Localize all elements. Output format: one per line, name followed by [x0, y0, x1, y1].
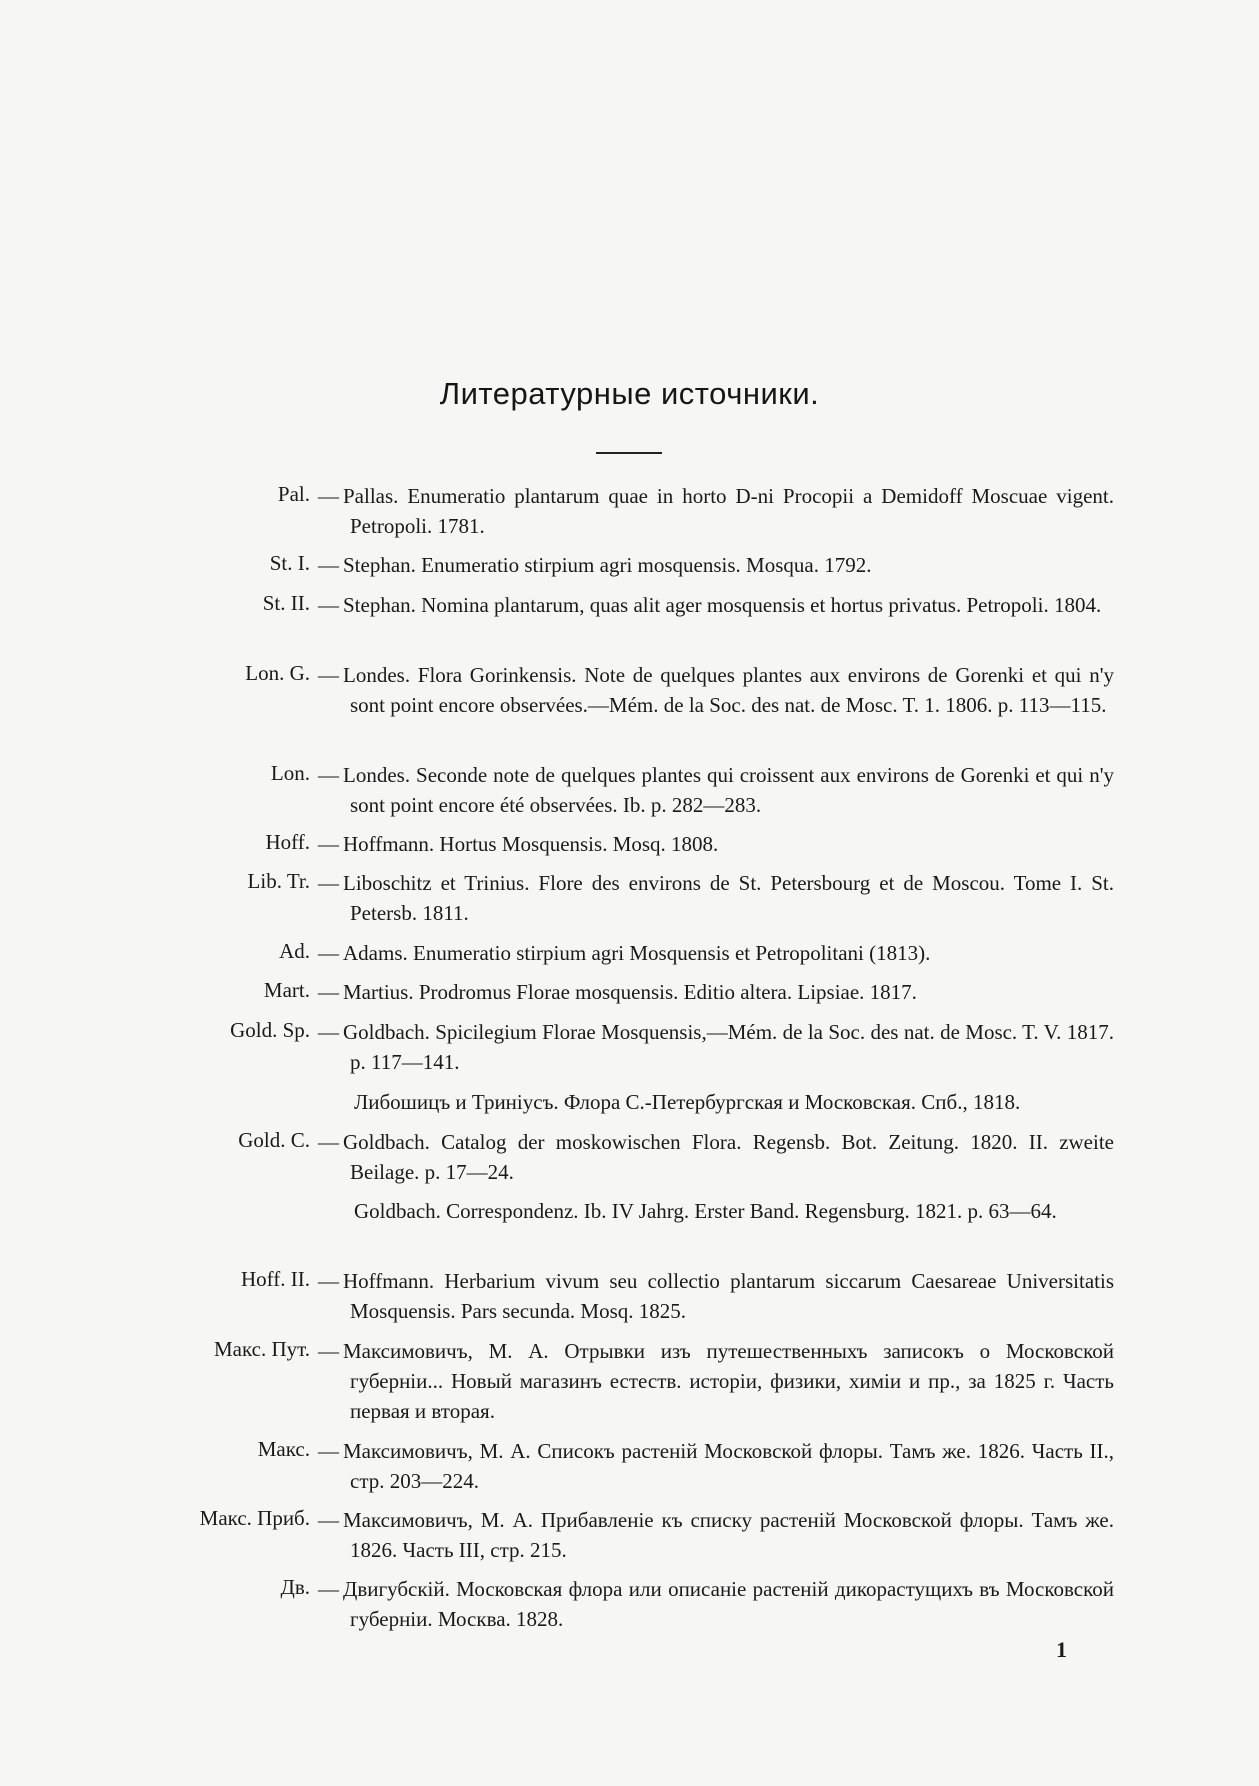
reference-abbreviation: Hoff. II. [240, 1267, 310, 1291]
reference-dash: — [318, 1577, 339, 1601]
reference-dash: — [318, 593, 339, 617]
reference-dash: — [318, 1020, 339, 1044]
reference-abbreviation: Pal. [277, 482, 310, 506]
reference-dash: — [318, 980, 339, 1004]
reference-text: Londes. Flora Gorinkensis. Note de quelques plantes aux environs de Gorenki et qui n'y sont point encore observées.—Mém. de la Soc. des nat. de Mosc. T. 1. 1806. p. 113—115. [343, 663, 1114, 717]
reference-text: Максимовичъ, М. А. Списокъ растеній Московской флоры. Тамъ же. 1826. Часть II., стр. 203—224. [343, 1439, 1114, 1493]
reference-text: Goldbach. Correspondenz. Ib. IV Jahrg. Erster Band. Regensburg. 1821. p. 63—64. [354, 1199, 1057, 1223]
reference-abbreviation: Lon. G. [245, 661, 310, 685]
reference-dash: — [318, 1339, 339, 1363]
reference-abbreviation: Gold. C. [238, 1128, 310, 1152]
reference-abbreviation: Hoff. [265, 830, 310, 854]
reference-text: Goldbach. Catalog der moskowischen Flora. Regensb. Bot. Zeitung. 1820. II. zweite Beilage. p. 17—24. [343, 1130, 1114, 1184]
reference-text: Двигубскій. Московская флора или описаніе растеній дикорастущихъ въ Московской губерніи. Москва. 1828. [343, 1577, 1114, 1631]
reference-abbreviation: Дв. [280, 1575, 310, 1599]
page-number: 1 [1056, 1637, 1067, 1662]
reference-text: Liboschitz et Trinius. Flore des environs de St. Petersbourg et de Moscou. Tome I. St. Petersb. 1811. [343, 871, 1114, 925]
reference-text: Либошицъ и Триніусъ. Флора С.-Петербургская и Московская. Спб., 1818. [354, 1090, 1021, 1114]
reference-dash: — [318, 1130, 339, 1154]
reference-abbreviation: Gold. Sp. [230, 1018, 310, 1042]
reference-dash: — [318, 941, 339, 965]
reference-text: Martius. Prodromus Florae mosquensis. Editio altera. Lipsiae. 1817. [343, 980, 917, 1004]
reference-dash: — [318, 484, 339, 508]
reference-abbreviation: Lib. Tr. [247, 869, 310, 893]
reference-dash: — [318, 553, 339, 577]
reference-text: Londes. Seconde note de quelques plantes qui croissent aux environs de Gorenki et qui n'y sont point encore été observées. Ib. p. 282—283. [343, 763, 1114, 817]
reference-text: Hoffmann. Herbarium vivum seu collectio plantarum siccarum Caesareae Universitatis Mosquensis. Pars secunda. Mosq. 1825. [343, 1269, 1114, 1323]
reference-dash: — [318, 763, 339, 787]
page-title: Литературные источники. [439, 376, 820, 411]
reference-abbreviation: Макс. Пут. [213, 1337, 310, 1361]
reference-abbreviation: Lon. [270, 761, 310, 785]
reference-dash: — [318, 871, 339, 895]
reference-dash: — [318, 832, 339, 856]
reference-abbreviation: Ad. [279, 939, 310, 963]
reference-text: Goldbach. Spicilegium Florae Mosquensis,—Mém. de la Soc. des nat. de Mosc. T. V. 1817. p. 117—141. [343, 1020, 1114, 1074]
reference-text: Hoffmann. Hortus Mosquensis. Mosq. 1808. [343, 832, 719, 856]
reference-dash: — [318, 1508, 339, 1532]
reference-abbreviation: St. II. [262, 591, 310, 615]
reference-dash: — [318, 1439, 339, 1463]
reference-abbreviation: Макс. [257, 1437, 310, 1461]
reference-abbreviation: St. I. [269, 551, 310, 575]
reference-text: Максимовичъ, М. А. Прибавленіе къ списку растеній Московской флоры. Тамъ же. 1826. Часть III, стр. 215. [343, 1508, 1114, 1562]
reference-text: Stephan. Enumeratio stirpium agri mosquensis. Mosqua. 1792. [343, 553, 872, 577]
reference-text: Pallas. Enumeratio plantarum quae in horto D-ni Procopii a Demidoff Moscuae vigent. Petropoli. 1781. [343, 484, 1114, 538]
reference-dash: — [318, 663, 339, 687]
reference-text: Adams. Enumeratio stirpium agri Mosquensis et Petropolitani (1813). [343, 941, 931, 965]
reference-text: Максимовичъ, М. А. Отрывки изъ путешественныхъ записокъ о Московской губерніи... Новый магазинъ естеств. исторіи, физики, химіи и пр., за 1825 г. Часть первая и вторая. [343, 1339, 1114, 1423]
reference-dash: — [318, 1269, 339, 1293]
reference-abbreviation: Макс. Приб. [199, 1506, 310, 1530]
reference-abbreviation: Mart. [263, 978, 310, 1002]
reference-text: Stephan. Nomina plantarum, quas alit ager mosquensis et hortus privatus. Petropoli. 1804. [343, 593, 1102, 617]
